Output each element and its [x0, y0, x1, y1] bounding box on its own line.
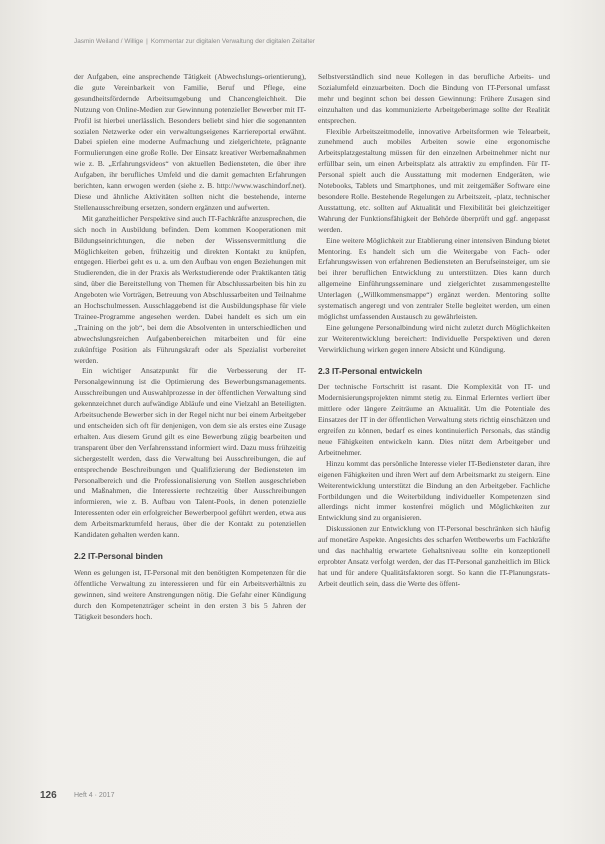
paragraph: Selbstverständlich sind neue Kollegen in das berufliche Arbeits- und Sozialumfeld einzuarbeiten. Doch die Bindung von IT-Personal umfasst mehr und beginnt schon bei dessen Gewinnung: Frühere Zusagen sind einzuhalten und das kommunizierte Arbeitgeberimage sollte der Realität entsprechen.	[318, 72, 550, 125]
page-number: 126	[40, 790, 57, 801]
paragraph: Hinzu kommt das persönliche Interesse vieler IT-Bediensteter daran, ihre eigenen Fähigkeiten und ihren Wert auf dem Arbeitsmarkt zu steigern. Eine Weiterentwicklung unterstützt die Bindung an den Arbeitgeber. Fachliche Fortbildungen und die Weiterbildung individueller Kompetenzen sind allerdings nicht immer kostenfrei möglich und Möglichkeiten zur Entwicklung sind zu organisieren.	[318, 458, 550, 523]
paragraph: Eine gelungene Personalbindung wird nicht zuletzt durch Möglichkeiten zur Weiterentwicklung bereichert: Individuelle Perspektiven und deren Verwirklichung wirken gegen innere Absicht und Kündigung.	[318, 322, 550, 354]
paragraph: der Aufgaben, eine ansprechende Tätigkeit (Abwechslungs-orientierung), die gute Vereinbarkeit von Familie, Beruf und Pflege, eine gesundheitsfördernde Arbeitsumgebung und Chancengleichheit. Die Nutzung von Online-Medien zur Gewinnung potenzieller Bewerber mit IT-Profil ist hierbei unerlässlich. Besonders beliebt sind hier die sogenannten sozialen Netzwerke oder ein verwaltungseigenes Karriereportal erwähnt. Dabei spielen eine moderne Aufmachung und zielgerichtete, prägnante Formulierungen eine große Rolle. Der Einsatz kreativer Werbemaßnahmen wie z. B. „Erfahrungsvideos“ von aktuellen Bediensteten, die über ihre Aufgaben, ihr berufliches Umfeld und die damit gemachten Erfahrungen berichten, kann erwogen werden (siehe z. B. http://www.waschindorf.net). Diese und ähnliche Aktivitäten sollten nicht die bestehende, interne Stellenausschreibung ersetzen, sondern ergänzen und aufwerten.	[74, 72, 306, 212]
running-head-title: Kommentar zur digitalen Verwaltung der digitalen Zeitalter	[150, 38, 315, 45]
paragraph: Flexible Arbeitszeitmodelle, innovative Arbeitsformen wie Telearbeit, zunehmend auch mobiles Arbeiten sowie eine ergonomische Arbeitsplatzgestaltung müssen für den einzelnen Arbeitnehmer nicht nur erfüllbar sein, um einen Arbeitsplatz als attraktiv zu empfinden. Für IT-Personal spielt auch die Ausstattung mit modernen Endgeräten, wie Notebooks, Tablets und Smartphones, und mit zeitgemäßer Software eine besondere Rolle. Bestehende Regelungen zu Arbeitszeit, -platz, technischer Ausstattung, etc. sollten auf Aktualität und Flexibilität bei gleichzeitiger Wahrung der Funktionsfähigkeit der Behörde überprüft und ggf. angepasst werden.	[318, 126, 550, 234]
paragraph: Mit ganzheitlicher Perspektive sind auch IT-Fachkräfte anzusprechen, die sich noch in Ausbildung befinden. Dem kommen Kooperationen mit Bildungseinrichtungen, die neben der Wissensvermittlung die Möglichkeiten geben, frühzeitig und direkten Kontakt zu knüpfen, entgegen. Hierbei geht es u. a. um den Aufbau von engen Beziehungen mit Studierenden, die in der Praxis als Werkstudierende oder Praktikanten tätig sind, über die Bereitstellung von Themen für Abschlussarbeiten bis hin zu Angeboten wie Vorträgen, Betreuung von Abschlussarbeiten und Teilnahme an Hochschulmessen. Ausschlaggebend ist die Ausbildungsphase für viele Trainee-Programme angesehen werden. Dabei handelt es sich um ein „Training on the job“, bei dem die Absolventen in unterschiedlichen und abwechslungsreichen Aufgabenbereichen mitarbeiten und für eine zukünftige Position als Führungskraft oder als Spezialist vorbereitet werden.	[74, 213, 306, 365]
section-heading: 2.2 IT-Personal binden	[74, 550, 163, 561]
running-head: Jasmin Weiland / Willige | Kommentar zur digitalen Verwaltung der digitalen Zeitalter	[74, 38, 315, 45]
paragraph: Der technische Fortschritt ist rasant. Die Komplexität von IT- und Modernisierungsprojekten nimmt stetig zu. Einmal Erlerntes verliert über mittlere oder längere Zeiträume an Aktualität. Um die Potentiale des Einsatzes der IT in der öffentlichen Verwaltung stets richtig einschätzen und ergreifen zu können, bedarf es eines kontinuierlich Personals, das ständig neue Fähigkeiten entwickeln kann. Dies nützt dem Arbeitgeber und Arbeitnehmer.	[318, 382, 550, 457]
journal-reference: Heft 4 · 2017	[74, 792, 115, 799]
running-head-author: Jasmin Weiland / Willige	[74, 38, 144, 45]
paragraph: Diskussionen zur Entwicklung von IT-Personal beschränken sich häufig auf monetäre Aspekte. Angesichts des scharfen Wettbewerbs um Fachkräfte und das nachhaltig erwartete Gehaltsniveau sollte ein konzeptionell erprobter Ansatz verfolgt werden, der das IT-Personal ganzheitlich im Blick hat und für andere Qualitätsfaktoren sorgt. So kann die IT-Planungsrats-Arbeit deutlich sein, dass die Werte des öffent-	[318, 524, 550, 588]
section-heading: 2.3 IT-Personal entwickeln	[318, 365, 423, 376]
paragraph: Ein wichtiger Ansatzpunkt für die Verbesserung der IT-Personalgewinnung ist die Optimierung des Bewerbungsmanagements. Ausschreibungen und Auswahlprozesse in der öffentlichen Verwaltung sind gekennzeichnet durch aufwändige Abläufe und eine Vielzahl an Beteiligten. Arbeitsuchende Bewerber sich in der Regel nicht nur bei einem Arbeitgeber und entscheiden sich oft für denjenigen, von dem sie als erstes eine Zusage erhalten. Aus diesem Grund gilt es eine Bewerbung zügig bearbeiten und transparent über den Verfahrensstand informiert wird. Dazu muss frühzeitig sichergestellt werden, dass die Verwaltung bei Ausschreibungen, die auf entsprechende Beschreibungen und Qualifizierung der Bediensteten im Personalbereich und die Professionalisierung von Stellen ausgeschrieben und Maßnahmen, die Interessierte rechtzeitig über Ausschreibungen informieren, wie z. B. Aufbau von Talent-Pools, in denen potenzielle Interessenten oder ein erfolgreicher Bewerberpool geführt werden, etwa aus dem Arbeitsmarktumfeld heraus, über die der Kontakt zu potenziellen Kandidaten gehalten werden kann.	[74, 366, 306, 540]
paragraph: Eine weitere Möglichkeit zur Etablierung einer intensiven Bindung bietet Mentoring. Es handelt sich um die Weitergabe von Fach- oder Erfahrungswissen von erfahrenen Bediensteten an Berufseinsteiger, um sie bei ihrer beruflichen Entwicklung zu unterstützen. Dies kann durch allgemeine Einführungsseminare und zielgerichtet zusammengestellte Unterlagen („Willkommensmappe“) ergänzt werden. Mentoring sollte systematisch angeregt und von zentraler Stelle begleitet werden, um einen möglichst umfassenden Austausch zu gewährleisten.	[318, 235, 550, 321]
right-column	[318, 72, 550, 762]
left-column	[74, 72, 306, 754]
paragraph: Wenn es gelungen ist, IT-Personal mit den benötigten Kompetenzen für die öffentliche Verwaltung zu interessieren und für ein Arbeitsverhältnis zu gewinnen, sind weitere Anstrengungen nötig. Die Gefahr einer Kündigung durch den Kompetenzträger scheint in den ersten 3 bis 5 Jahren der Tätigkeit besonders hoch.	[74, 567, 306, 621]
